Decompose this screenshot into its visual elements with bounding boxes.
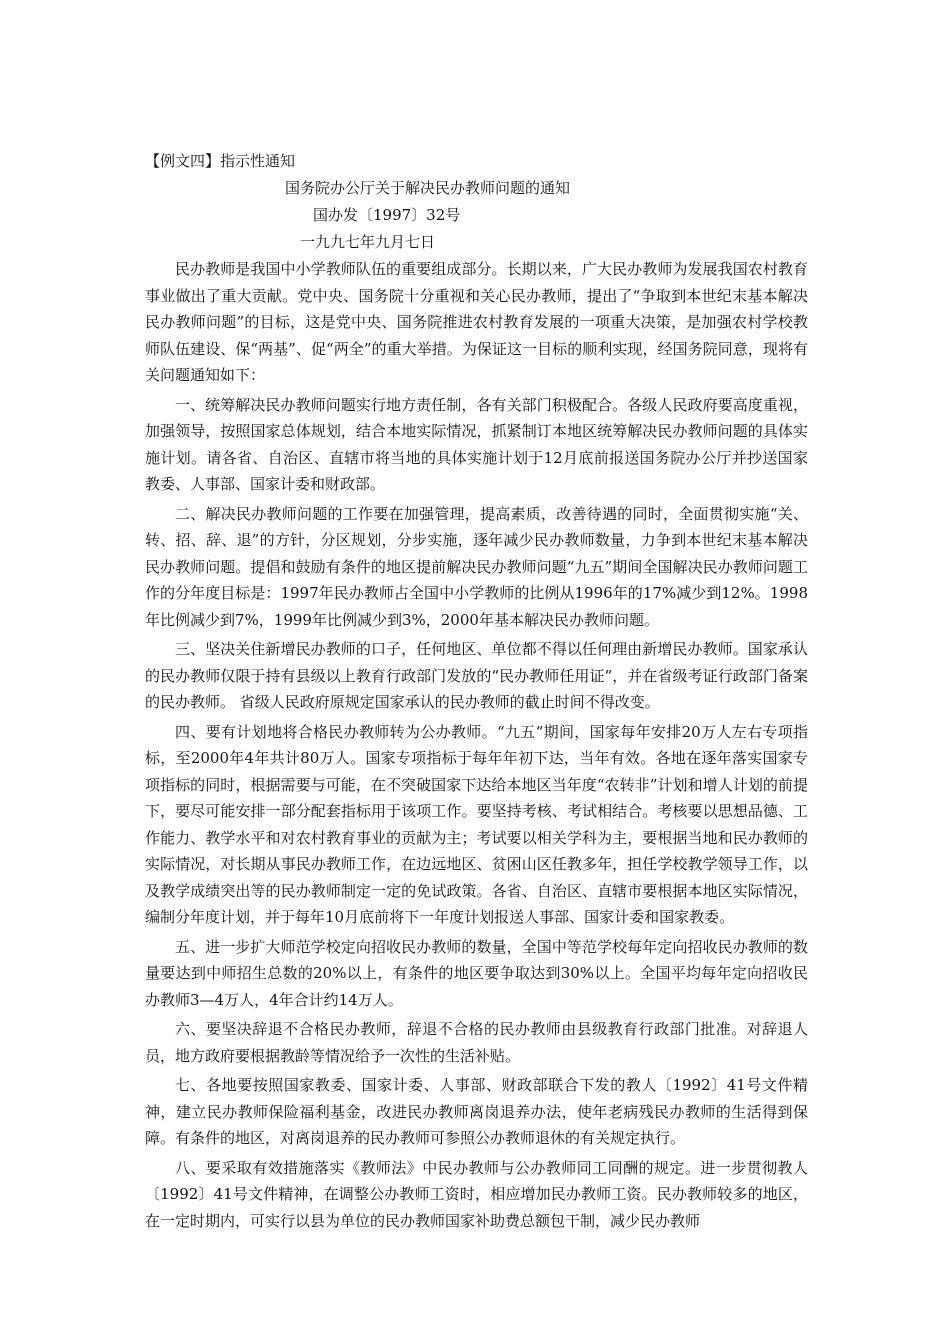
paragraph-item-6: 六、要坚决辞退不合格民办教师，辞退不合格的民办教师由县级教育行政部门批准。对辞退人员，地方政府要根据教龄等情况给予一次性的生活补贴。: [145, 1020, 808, 1065]
paragraph-item-3: 三、坚决关住新增民办教师的口子，任何地区、单位都不得以任何理由新增民办教师。国家承认的民办教师仅限于持有县级以上教育行政部门发放的“民办教师任用证“，并在省级考证行政部门备案的民办教师。 省级人民政府原规定国家承认的民办教师的截止时间不得改变。: [145, 640, 808, 711]
paragraph-item-8: 八、要采取有效措施落实《教师法》中民办教师与公办教师同工同酬的规定。进一步贯彻教人〔1992〕41号文件精神，在调整公办教师工资时，相应增加民办教师工资。民办教师较多的地区，在一定时期内，可实行以县为单位的民办教师国家补助费总额包干制，减少民办教师: [145, 1158, 808, 1230]
document-number: 国办发〔1997〕32号: [313, 206, 461, 224]
paragraph-item-4: 四、要有计划地将合格民办教师转为公办教师。“九五“期间，国家每年安排20万人左右专项指标，至2000年4年共计80万人。国家专项指标于每年年初下达，当年有效。各地在逐年落实国家专项指标的同时，根据需要与可能，在不突破国家下达给本地区当年度“农转非”计划和增人计划的前提下，要尽可能安排一部分配套指标用于该项工作。要坚持考核、考试相结合。考核要以思想品德、工作能力、教学水平和对农村教育事业的贡献为主；考试要以相关学科为主，要根据当地和民办教师的实际情况，对长期从事民办教师工作，在边远地区、贫困山区任教多年，担任学校教学领导工作，以及教学成绩突出等的民办教师制定一定的免试政策。各省、自治区、直辖市要根据本地区实际情况，编制分年度计划，并于每年10月底前将下一年度计划报送人事部、国家计委和国家教委。: [145, 722, 808, 926]
paragraph-item-1: 一、统筹解决民办教师问题实行地方责任制，各有关部门积极配合。各级人民政府要高度重视，加强领导，按照国家总体规划，结合本地实际情况，抓紧制订本地区统筹解决民办教师问题的具体实施计划。请各省、自治区、直辖市将当地的具体实施计划于12月底前报送国务院办公厅并抄送国家教委、人事部、国家计委和财政部。: [145, 395, 808, 493]
paragraph-item-5: 五、进一步扩大师范学校定向招收民办教师的数量，全国中等范学校每年定向招收民办教师的数量要达到中师招生总数的20%以上，有条件的地区要争取达到30%以上。全国平均每年定向招收民办教师3—4万人，4年合计约14万人。: [145, 937, 808, 1009]
paragraph-intro: 民办教师是我国中小学教师队伍的重要组成部分。长期以来，广大民办教师为发展我国农村教育事业做出了重大贡献。党中央、国务院十分重视和关心民办教师，提出了“争取到本世纪末基本解决民办教师问题”的目标，这是党中央、国务院推进农村教育发展的一项重大决策，是加强农村学校教师队伍建设、保“两基”、促“两全”的重大举措。为保证这一目标的顺利实现，经国务院同意，现将有关问题通知如下：: [145, 260, 808, 384]
document-body: [145, 148, 808, 1237]
example-label: 【例文四】指示性通知: [145, 152, 296, 170]
paragraph-item-2: 二、解决民办教师问题的工作要在加强管理，提高素质，改善待遇的同时，全面贯彻实施“关、转、招、辞、退”的方针，分区规划，分步实施，逐年减少民办教师数量，力争到本世纪末基本解决民办教师问题。提倡和鼓励有条件的地区提前解决民办教师问题“九五”期间全国解决民办教师问题工作的分年度目标是：1997年民办教师占全国中小学教师的比例从1996年的17%减少到12%。1998年比例减少到7%，1999年比例减少到3%，2000年基本解决民办教师问题。: [145, 504, 808, 629]
paragraph-item-7: 七、各地要按照国家教委、国家计委、人事部、财政部联合下发的教人〔1992〕41号文件精神，建立民办教师保险福利基金，改进民办教师离岗退养办法，使年老病残民办教师的生活得到保障。有条件的地区，对离岗退养的民办教师可参照公办教师退休的有关规定执行。: [145, 1076, 808, 1147]
notice-title: 国务院办公厅关于解决民办教师问题的通知: [285, 179, 571, 197]
issue-date: 一九九七年九月七日: [300, 233, 436, 251]
